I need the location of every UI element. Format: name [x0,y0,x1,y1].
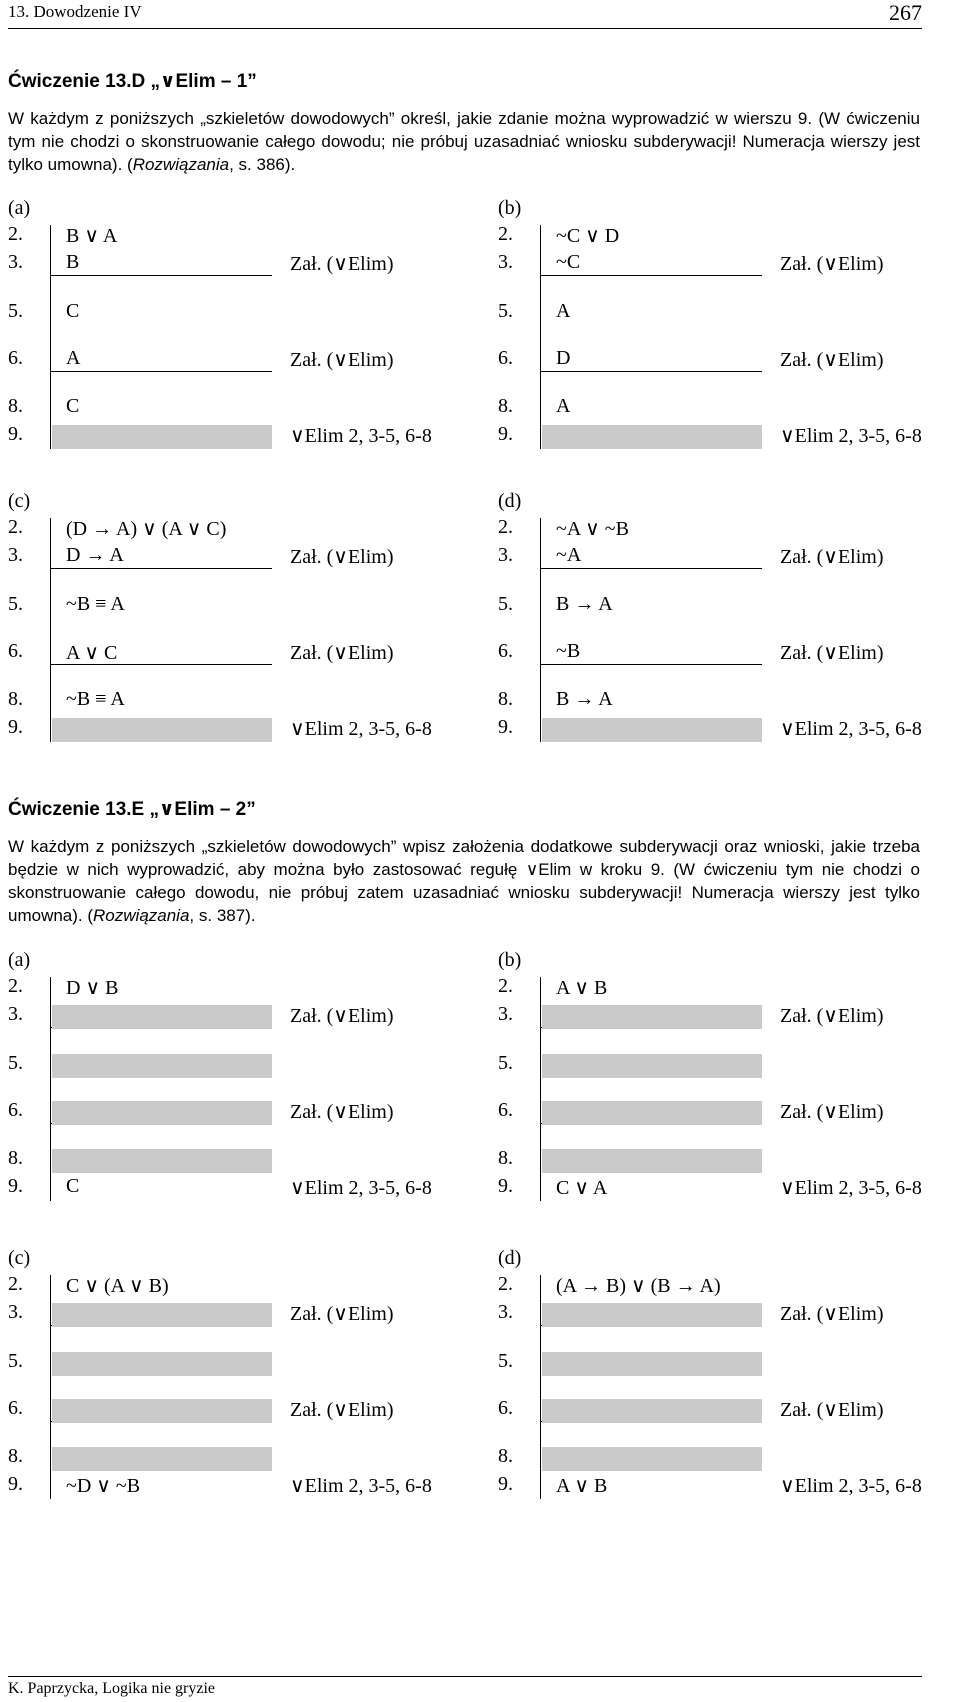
main-premise-formula: B ∨ A [66,225,118,247]
main-premise-formula: A ∨ B [556,977,608,999]
line-number: 2. [8,223,23,245]
conclusion-1-formula: A [556,300,571,322]
blank-answer-field[interactable] [52,1101,272,1125]
justification: Zał. (∨Elim) [780,1005,884,1027]
line-number: 8. [8,1147,23,1169]
proof-block [498,1249,938,1499]
footer-credit: K. Paprzycka, Logika nie gryzie [8,1680,216,1697]
justification: ∨Elim 2, 3-5, 6-8 [780,425,922,447]
line-number: 9. [498,1473,513,1495]
main-premise-formula: (D → A) ∨ (A ∨ C) [66,518,227,540]
subderivation-rule [50,275,272,276]
proof-block [498,492,938,742]
line-number: 5. [8,300,23,322]
line-number: 8. [8,688,23,710]
exercise-2-title: Ćwiczenie 13.E „∨Elim – 2” [8,799,256,820]
exercise-1-page-ref: , s. 386). [229,155,296,174]
footer-rule [8,1676,922,1677]
proof-scope-line [540,225,541,449]
line-number: 9. [498,716,513,738]
justification: Zał. (∨Elim) [780,253,884,275]
blank-answer-field[interactable] [542,1101,762,1125]
blank-answer-field[interactable] [52,718,272,742]
exercise-1-solutions-ref: Rozwiązania [132,155,230,174]
blank-answer-field[interactable] [542,1447,762,1471]
proof-scope-line [540,1275,541,1499]
conclusion-2-formula: B → A [556,688,613,710]
line-number: 9. [8,1175,23,1197]
exercise-1-text: W każdym z poniższych „szkieletów dowodowych” określ, jakie zdanie można wyprowadzić w wierszu 9. (W ćwiczeniu tym nie chodzi o skonstruowanie całego dowodu; nie próbuj uzasadniać wniosku subderywacji! Numeracja wierszy jest tylko umowna). ( [8,109,920,174]
blank-answer-field[interactable] [52,1303,272,1327]
proof-block [8,492,448,742]
line-number: 3. [8,544,23,566]
line-number: 3. [498,251,513,273]
blank-answer-field[interactable] [52,1447,272,1471]
proof-block [498,199,938,449]
final-conclusion-formula: C [66,1175,80,1197]
line-number: 8. [498,1147,513,1169]
line-number: 8. [498,688,513,710]
blank-answer-field[interactable] [542,1054,762,1078]
proof-scope-line [50,977,51,1201]
proof-label: (c) [8,490,31,512]
blank-answer-field[interactable] [52,1399,272,1423]
exercise-1-title: Ćwiczenie 13.D „∨Elim – 1” [8,71,257,92]
main-premise-formula: (A → B) ∨ (B → A) [556,1275,721,1297]
proof-label: (b) [498,949,522,971]
line-number: 5. [498,1052,513,1074]
justification: Zał. (∨Elim) [290,642,394,664]
assumption-2-formula: ~B [556,640,581,662]
line-number: 5. [8,1052,23,1074]
line-number: 8. [8,1445,23,1467]
exercise-2-page-ref: , s. 387). [189,906,256,925]
chapter-title: 13. Dowodzenie IV [8,2,142,21]
assumption-2-formula: A [66,347,81,369]
subderivation-rule [540,371,762,372]
blank-answer-field[interactable] [52,425,272,449]
justification: Zał. (∨Elim) [290,546,394,568]
proof-scope-line [50,225,51,449]
justification: ∨Elim 2, 3-5, 6-8 [780,718,922,740]
proof-block [498,951,938,1201]
proof-label: (b) [498,197,522,219]
justification: Zał. (∨Elim) [780,1399,884,1421]
line-number: 5. [498,1350,513,1372]
proof-scope-line [50,518,51,742]
justification: ∨Elim 2, 3-5, 6-8 [780,1177,922,1199]
assumption-1-formula: ~A [556,544,582,566]
proof-scope-line [50,1275,51,1499]
line-number: 6. [498,640,513,662]
justification: ∨Elim 2, 3-5, 6-8 [290,1475,432,1497]
final-conclusion-formula: ~D ∨ ~B [66,1475,141,1497]
line-number: 5. [8,593,23,615]
line-number: 2. [498,975,513,997]
justification: Zał. (∨Elim) [780,546,884,568]
conclusion-2-formula: C [66,395,80,417]
line-number: 6. [498,1397,513,1419]
line-number: 6. [8,640,23,662]
exercise-2-text: W każdym z poniższych „szkieletów dowodowych” wpisz założenia dodatkowe subderywacji oraz wnioski, jakie trzeba będzie w nich wyprowadzić, aby można było zastosować regułę ∨Elim w kroku 9. (W ćwiczeniu tym nie chodzi o skonstruowanie całego dowodu, nie próbuj zatem uzasadniać wniosku subderywacji! Numeracja wierszy jest tylko umowna). ( [8,837,920,925]
blank-answer-field[interactable] [52,1005,272,1029]
page-number: 267 [889,0,922,25]
line-number: 6. [498,1099,513,1121]
blank-answer-field[interactable] [542,425,762,449]
line-number: 3. [8,1003,23,1025]
line-number: 8. [498,1445,513,1467]
conclusion-1-formula: ~B ≡ A [66,593,125,615]
proof-label: (d) [498,1247,522,1269]
line-number: 6. [498,347,513,369]
main-premise-formula: ~A ∨ ~B [556,518,629,540]
main-premise-formula: C ∨ (A ∨ B) [66,1275,169,1297]
exercise-1-instructions [8,107,920,176]
main-premise-formula: D ∨ B [66,977,119,999]
blank-answer-field[interactable] [542,718,762,742]
justification: ∨Elim 2, 3-5, 6-8 [290,1177,432,1199]
justification: Zał. (∨Elim) [780,349,884,371]
proof-block [8,1249,448,1499]
line-number: 2. [498,516,513,538]
proof-label: (a) [8,197,31,219]
line-number: 5. [498,593,513,615]
justification: Zał. (∨Elim) [290,349,394,371]
line-number: 6. [8,1397,23,1419]
assumption-1-formula: ~C [556,251,581,273]
subderivation-rule [540,568,762,569]
line-number: 3. [498,1003,513,1025]
assumption-2-formula: D [556,347,571,369]
line-number: 8. [498,395,513,417]
line-number: 2. [498,223,513,245]
line-number: 3. [498,1301,513,1323]
final-conclusion-formula: A ∨ B [556,1475,608,1497]
assumption-1-formula: D → A [66,544,124,566]
conclusion-2-formula: ~B ≡ A [66,688,125,710]
line-number: 2. [8,975,23,997]
subderivation-rule [50,371,272,372]
conclusion-2-formula: A [556,395,571,417]
blank-answer-field[interactable] [542,1005,762,1029]
line-number: 5. [8,1350,23,1372]
justification: Zał. (∨Elim) [290,253,394,275]
blank-answer-field[interactable] [542,1399,762,1423]
line-number: 2. [8,516,23,538]
blank-answer-field[interactable] [542,1303,762,1327]
line-number: 6. [8,1099,23,1121]
proof-scope-line [540,518,541,742]
exercise-2-instructions [8,835,920,927]
proof-label: (a) [8,949,31,971]
line-number: 2. [498,1273,513,1295]
line-number: 8. [8,395,23,417]
justification: Zał. (∨Elim) [290,1101,394,1123]
line-number: 2. [8,1273,23,1295]
final-conclusion-formula: C ∨ A [556,1177,608,1199]
justification: Zał. (∨Elim) [780,1101,884,1123]
justification: Zał. (∨Elim) [290,1303,394,1325]
blank-answer-field[interactable] [542,1149,762,1173]
conclusion-1-formula: C [66,300,80,322]
justification: Zał. (∨Elim) [290,1399,394,1421]
blank-answer-field[interactable] [542,1352,762,1376]
line-number: 3. [8,251,23,273]
justification: ∨Elim 2, 3-5, 6-8 [780,1475,922,1497]
line-number: 3. [8,1301,23,1323]
exercise-2-solutions-ref: Rozwiązania [93,906,190,925]
line-number: 5. [498,300,513,322]
assumption-2-formula: A ∨ C [66,642,118,664]
subderivation-rule [540,275,762,276]
proof-label: (d) [498,490,522,512]
blank-answer-field[interactable] [52,1054,272,1078]
line-number: 9. [8,423,23,445]
line-number: 9. [8,1473,23,1495]
proof-block [8,199,448,449]
proof-scope-line [540,977,541,1201]
blank-answer-field[interactable] [52,1149,272,1173]
line-number: 9. [8,716,23,738]
main-premise-formula: ~C ∨ D [556,225,620,247]
blank-answer-field[interactable] [52,1352,272,1376]
line-number: 9. [498,423,513,445]
justification: ∨Elim 2, 3-5, 6-8 [290,425,432,447]
justification: Zał. (∨Elim) [290,1005,394,1027]
proof-label: (c) [8,1247,31,1269]
line-number: 3. [498,544,513,566]
proof-block [8,951,448,1201]
assumption-1-formula: B [66,251,80,273]
justification: Zał. (∨Elim) [780,1303,884,1325]
subderivation-rule [50,568,272,569]
justification: ∨Elim 2, 3-5, 6-8 [290,718,432,740]
subderivation-rule [540,664,762,665]
line-number: 6. [8,347,23,369]
header-rule [8,28,922,29]
justification: Zał. (∨Elim) [780,642,884,664]
conclusion-1-formula: B → A [556,593,613,615]
line-number: 9. [498,1175,513,1197]
